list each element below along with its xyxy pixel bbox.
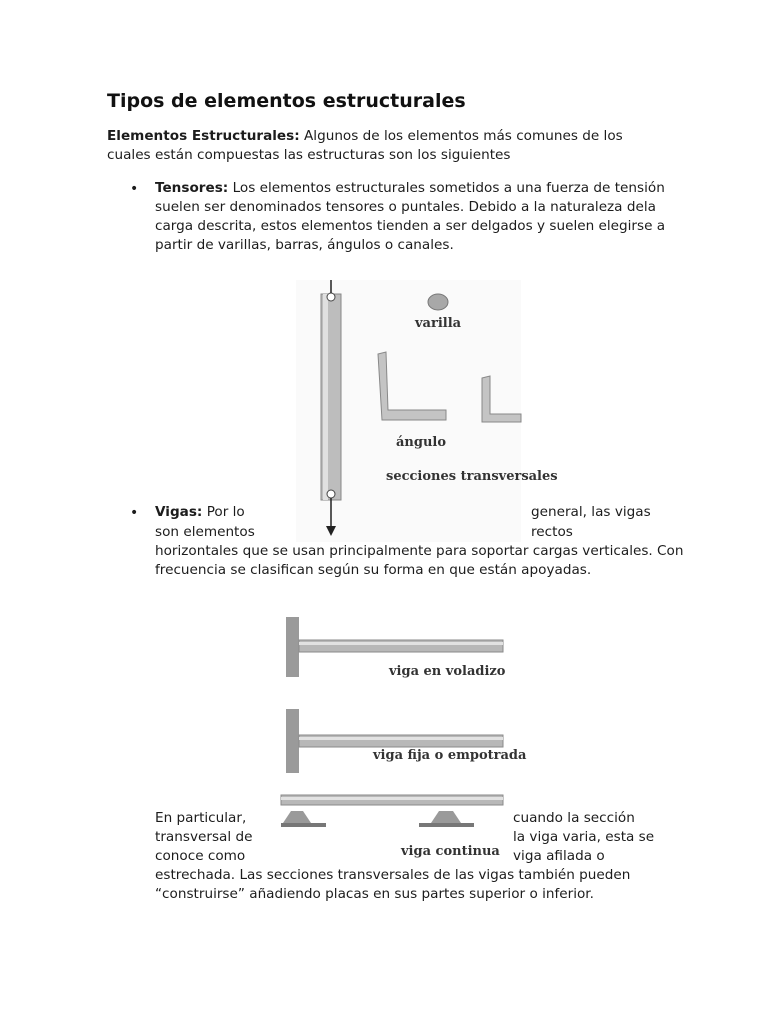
tensores-text: Los elementos estructurales sometidos a una fuerza de tensión suelen ser denominados tensores o puntales. Debido a la naturaleza dela carga descrita, estos elementos tienden a ser delgados y suelen elegirse a partir de varillas, barras, ángulos o canales. [155,180,666,253]
vigas-figure [281,615,527,863]
tensores-lead: Tensores: [155,180,229,196]
label-continua: viga continua [401,844,500,859]
particular-line1-right: cuando la sección [513,810,635,826]
label-secciones: secciones transversales [386,469,558,484]
bullet-tensores: • [130,181,139,197]
vigas-line1-right: general, las vigas [531,504,651,520]
vigas-line2-right: rectos [531,524,573,540]
particular-line2-left: transversal de [155,829,253,845]
intro-lead: Elementos Estructurales: [107,128,300,144]
label-varilla: varilla [415,316,462,331]
bullet-vigas: • [130,505,139,521]
intro-paragraph [107,127,667,165]
vigas-line2-left: son elementos [155,524,255,540]
particular-line2-right: la viga varia, esta se [513,829,655,845]
particular-rest: estrechada. Las secciones transversales de las vigas también pueden “construirse” añadiendo placas en sus partes superior o inferior. [155,867,631,902]
vigas-rest: horizontales que se usan principalmente para soportar cargas verticales. Con frecuencia se clasifican según su forma en que están apoyadas. [155,543,684,578]
vigas-line1-left [155,503,245,522]
label-voladizo: viga en voladizo [389,664,506,679]
particular-line1-left: En particular, [155,810,247,826]
label-angulo: ángulo [396,435,447,450]
tensores-paragraph [155,179,675,255]
label-fija: viga fija o empotrada [373,748,527,763]
vigas-line1-left-text: Por lo [202,504,245,520]
intro-text: Algunos de los elementos más comunes de los cuales están compuestas las estructuras son los siguientes [107,128,623,163]
vigas-lead: Vigas: [155,504,203,520]
particular-line3-right: viga afilada o [513,848,605,864]
particular-line3-left: conoce como [155,848,246,864]
page-title: Tipos de elementos estructurales [107,90,466,112]
